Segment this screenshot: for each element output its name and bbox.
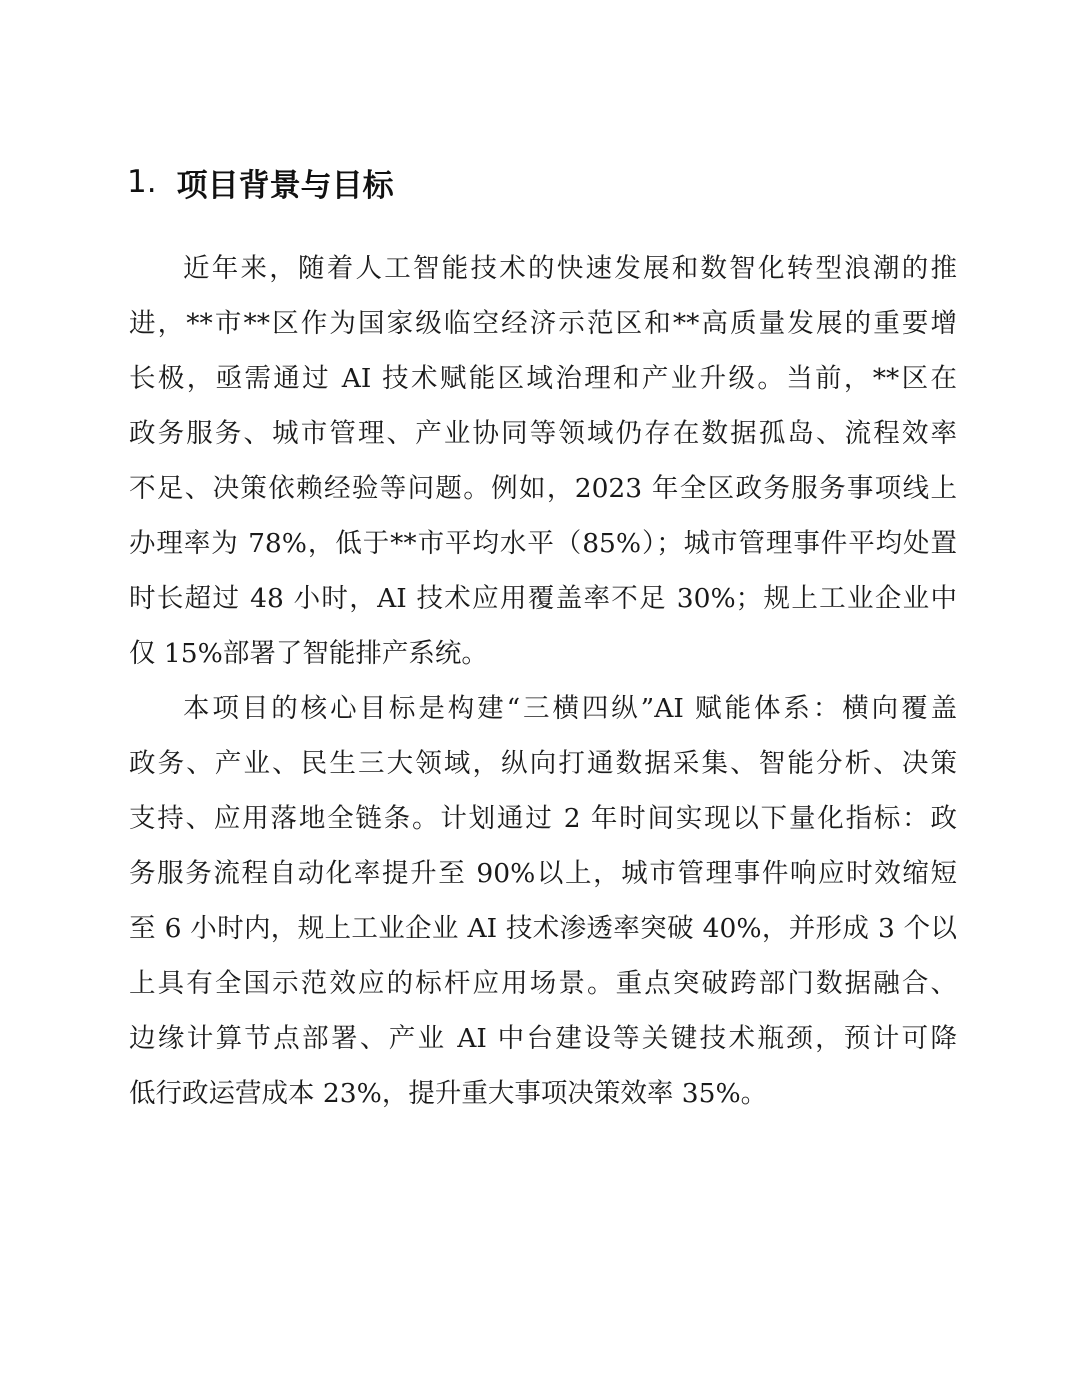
section-number: 1. [127, 164, 157, 200]
paragraph-line: 务服务流程自动化率提升至 90%以上，城市管理事件响应时效缩短 [129, 858, 957, 889]
section-title: 项目背景与目标 [176, 167, 394, 204]
paragraph-line: 边缘计算节点部署、产业 AI 中台建设等关键技术瓶颈，预计可降 [129, 1023, 957, 1054]
paragraph-line: 不足、决策依赖经验等问题。例如，2023 年全区政务服务事项线上 [129, 473, 957, 504]
paragraph-line: 本项目的核心目标是构建“三横四纵”AI 赋能体系：横向覆盖 [183, 693, 957, 724]
paragraph-line: 至 6 小时内，规上工业企业 AI 技术渗透率突破 40%，并形成 3 个以 [129, 913, 957, 944]
paragraph-background [129, 241, 957, 681]
paragraph-line: 时长超过 48 小时，AI 技术应用覆盖率不足 30%；规上工业企业中 [129, 583, 957, 614]
paragraph-line: 支持、应用落地全链条。计划通过 2 年时间实现以下量化指标：政 [129, 803, 957, 834]
paragraph-line: 政务服务、城市管理、产业协同等领域仍存在数据孤岛、流程效率 [129, 418, 957, 449]
section-heading [127, 154, 957, 210]
paragraph-line: 近年来，随着人工智能技术的快速发展和数智化转型浪潮的推 [183, 253, 957, 284]
paragraph-line: 办理率为 78%，低于**市平均水平（85%）；城市管理事件平均处置 [129, 528, 957, 559]
paragraph-line: 进，**市**区作为国家级临空经济示范区和**高质量发展的重要增 [129, 308, 957, 339]
paragraph-line: 仅 15%部署了智能排产系统。 [129, 638, 488, 669]
paragraph-line: 政务、产业、民生三大领域，纵向打通数据采集、智能分析、决策 [129, 748, 957, 779]
paragraph-line: 长极，亟需通过 AI 技术赋能区域治理和产业升级。当前，**区在 [129, 363, 957, 394]
paragraph-line: 上具有全国示范效应的标杆应用场景。重点突破跨部门数据融合、 [129, 968, 957, 999]
paragraph-line: 低行政运营成本 23%，提升重大事项决策效率 35%。 [129, 1078, 768, 1109]
paragraph-objectives [129, 681, 957, 1121]
